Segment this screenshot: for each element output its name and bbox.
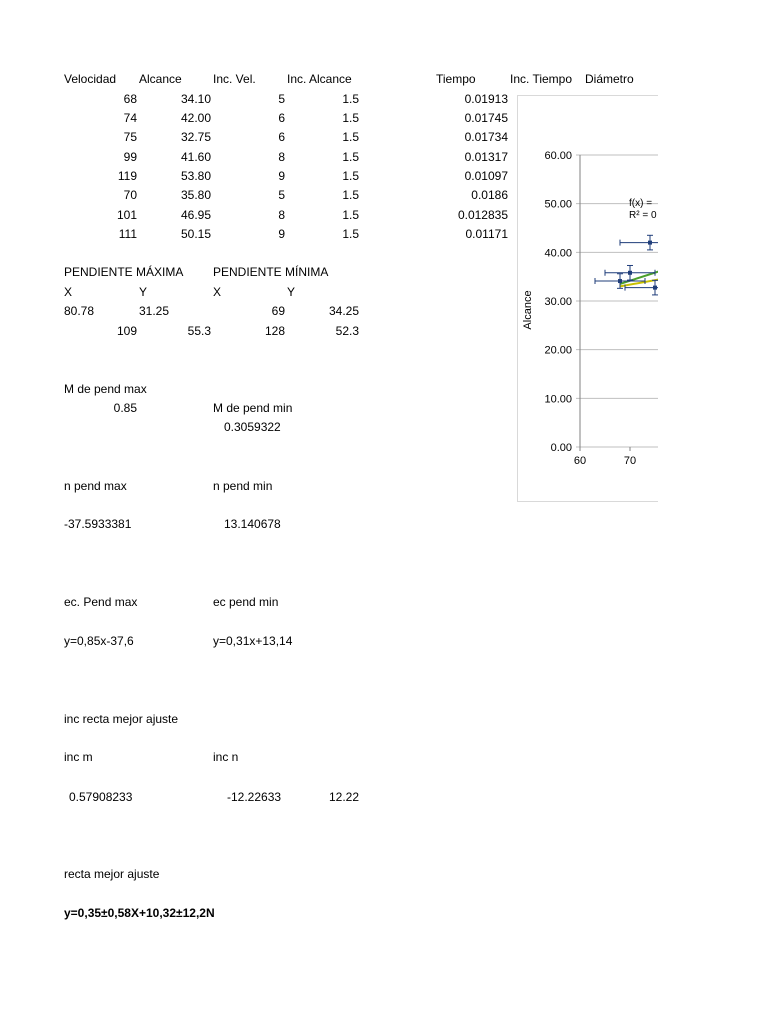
cell-alcance: 35.80: [180, 188, 211, 202]
chart-svg: [517, 95, 658, 502]
cell-inc-vel: 8: [278, 208, 285, 222]
cell-tiempo: 0.012835: [457, 208, 508, 222]
ec-min-value: y=0,31x+13,14: [213, 634, 293, 648]
data-point: [618, 279, 622, 283]
y-tick-label: 50.00: [544, 198, 572, 211]
inc-n-abs: 12.22: [328, 790, 359, 804]
max-point-1-x: 80.78: [64, 304, 95, 318]
max-point-1-y: 31.25: [139, 304, 170, 318]
inc-m-value: 0.57908233: [69, 790, 133, 804]
y-tick-label: 10.00: [544, 393, 572, 406]
cell-inc-vel: 8: [278, 150, 285, 164]
min-point-1-x: 69: [271, 304, 285, 318]
recta-mejor-ajuste-value: y=0,35±0,58X+10,32±12,2N: [64, 906, 215, 920]
header-inc-tiempo: Inc. Tiempo: [510, 72, 573, 86]
cell-inc-vel: 5: [278, 92, 285, 106]
min-point-2-x: 128: [264, 324, 285, 338]
cell-inc-alcance: 1.5: [342, 111, 359, 125]
data-point: [628, 271, 632, 275]
data-point: [653, 286, 657, 290]
ec-max-label: ec. Pend max: [64, 595, 138, 609]
chart-y-axis-title: Alcance: [522, 290, 534, 330]
cell-alcance: 53.80: [180, 169, 211, 183]
m-min-label: M de pend min: [213, 401, 293, 415]
max-y-label: Y: [139, 285, 148, 299]
y-tick-label: 30.00: [544, 296, 572, 308]
pendiente-minima-title: PENDIENTE MÍNIMA: [213, 265, 329, 279]
cell-inc-vel: 9: [278, 169, 285, 183]
cell-inc-alcance: 1.5: [342, 169, 359, 183]
cell-inc-vel: 6: [278, 111, 285, 125]
header-inc-vel: Inc. Vel.: [213, 72, 256, 86]
cell-velocidad: 70: [123, 188, 137, 202]
inc-n-value: -12.22633: [227, 790, 282, 804]
x-tick-label: 60: [573, 455, 587, 467]
max-x-label: X: [64, 285, 73, 299]
header-inc-alcance: Inc. Alcance: [287, 72, 352, 86]
header-diametro: Diámetro: [585, 72, 634, 86]
cell-tiempo: 0.0186: [471, 188, 508, 202]
y-tick-label: 0.00: [550, 442, 572, 454]
max-point-2-x: 109: [116, 324, 137, 338]
cell-alcance: 42.00: [180, 111, 211, 125]
recta-mejor-ajuste-label: recta mejor ajuste: [64, 867, 160, 881]
inc-n-label: inc n: [213, 750, 239, 764]
n-min-label: n pend min: [213, 479, 273, 493]
header-velocidad: Velocidad: [64, 72, 117, 86]
cell-alcance: 46.95: [180, 208, 211, 222]
m-max-label: M de pend max: [64, 382, 147, 396]
y-tick-label: 60.00: [544, 150, 572, 162]
cell-tiempo: 0.01745: [464, 111, 508, 125]
cell-inc-alcance: 1.5: [342, 188, 359, 202]
cell-inc-vel: 9: [278, 227, 285, 241]
min-point-1-y: 34.25: [328, 304, 359, 318]
cell-inc-alcance: 1.5: [342, 150, 359, 164]
cell-tiempo: 0.01317: [464, 150, 508, 164]
x-tick-label: 70: [623, 455, 637, 467]
cell-velocidad: 101: [116, 208, 137, 222]
trendline-label-f: f(x) =: [629, 198, 653, 209]
m-max-value: 0.85: [113, 401, 137, 415]
min-point-2-y: 52.3: [335, 324, 359, 338]
max-point-2-y: 55.3: [187, 324, 211, 338]
cell-tiempo: 0.01913: [464, 92, 508, 106]
cell-tiempo: 0.01171: [465, 227, 508, 241]
m-min-value: 0.3059322: [224, 420, 281, 434]
cell-alcance: 34.10: [180, 92, 211, 106]
cell-inc-vel: 5: [278, 188, 285, 202]
cell-inc-alcance: 1.5: [342, 92, 359, 106]
y-tick-label: 40.00: [544, 247, 572, 260]
cell-inc-vel: 6: [278, 130, 285, 144]
data-point: [648, 241, 652, 245]
cell-alcance: 32.75: [180, 130, 211, 144]
y-tick-label: 20.00: [544, 344, 572, 357]
cell-inc-alcance: 1.5: [342, 130, 359, 144]
cell-tiempo: 0.01734: [464, 130, 508, 144]
inc-recta-label: inc recta mejor ajuste: [64, 712, 179, 726]
ec-min-label: ec pend min: [213, 595, 279, 609]
min-x-label: X: [213, 285, 222, 299]
cell-velocidad: 111: [118, 227, 137, 241]
cell-velocidad: 99: [123, 150, 137, 164]
scatter-chart[interactable]: [517, 95, 658, 502]
n-min-value: 13.140678: [224, 517, 281, 531]
cell-alcance: 41.60: [180, 150, 211, 164]
cell-velocidad: 74: [123, 111, 137, 125]
trendline-label-r2: R² = 0: [629, 210, 657, 221]
n-max-value: -37.5933381: [64, 517, 132, 531]
inc-m-label: inc m: [64, 750, 93, 764]
min-y-label: Y: [287, 285, 296, 299]
ec-max-value: y=0,85x-37,6: [64, 634, 134, 648]
cell-velocidad: 75: [123, 130, 137, 144]
n-max-label: n pend max: [64, 479, 127, 493]
pendiente-maxima-title: PENDIENTE MÁXIMA: [64, 265, 184, 279]
cell-inc-alcance: 1.5: [342, 227, 359, 241]
cell-alcance: 50.15: [180, 227, 211, 241]
cell-tiempo: 0.01097: [464, 169, 508, 183]
cell-velocidad: 68: [123, 92, 137, 106]
chart-area-border: [518, 96, 659, 502]
cell-inc-alcance: 1.5: [342, 208, 359, 222]
header-tiempo: Tiempo: [436, 72, 476, 86]
header-alcance: Alcance: [139, 72, 182, 86]
cell-velocidad: 119: [117, 169, 137, 183]
